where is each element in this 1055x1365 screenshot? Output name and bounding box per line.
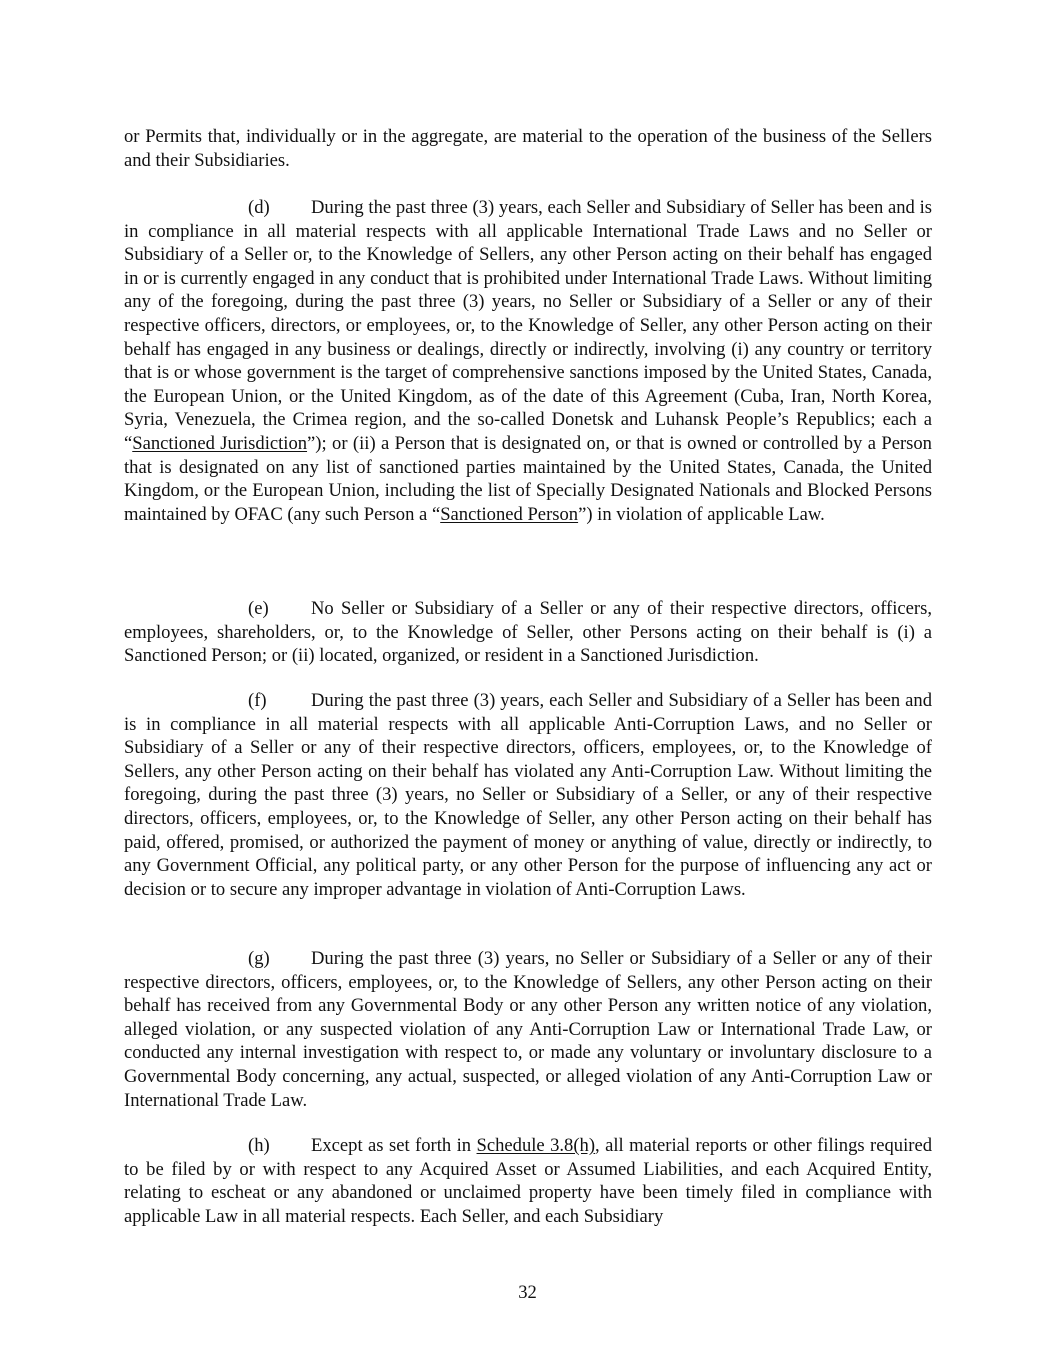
paragraph-h-text: Except as set forth in <box>311 1135 477 1156</box>
paragraph-e-label: (e) <box>248 598 269 619</box>
paragraph-f-label: (f) <box>248 690 267 711</box>
paragraph-f <box>124 689 932 901</box>
defined-term-sanctioned-jurisdiction: Sanctioned Jurisdiction <box>132 432 308 454</box>
paragraph-d <box>124 196 932 526</box>
paragraph-d-text-3: ”) in violation of applicable Law. <box>578 503 825 525</box>
paragraph-h <box>124 1134 932 1228</box>
paragraph-h-label: (h) <box>248 1135 270 1156</box>
continuation-text: or Permits that, individually or in the aggregate, are material to the operation of the business of the Sellers and their Subsidiaries. <box>124 126 932 171</box>
paragraph-g-text: During the past three (3) years, no Seller or Subsidiary of a Seller or any of their respective directors, officers, employees, or, to the Knowledge of Sellers, any other Person acting on their behalf has received from any Governmental Body or any other Person any written notice of any violation, alleged violation, or any suspected violation of any Anti-Corruption Law or International Trade Law, or conducted any internal investigation with respect to, or made any voluntary or involuntary disclosure to a Governmental Body concerning, any actual, suspected, or alleged violation of any Anti-Corruption Law or International Trade Law. <box>124 948 932 1111</box>
paragraph-e <box>124 597 932 668</box>
paragraph-f-text: During the past three (3) years, each Seller and Subsidiary of a Seller has been and is in compliance in all material respects with all applicable Anti-Corruption Laws, and no Seller or Subsidiary of a Seller or any of their respective directors, officers, employees, or, to the Knowledge of Sellers, any other Person acting on their behalf has violated any Anti-Corruption Law. Without limiting the foregoing, during the past three (3) years, no Seller or Subsidiary of a Seller, or any of their respective directors, officers, employees, or, to the Knowledge of Seller, any other Person acting on their behalf has paid, offered, promised, or authorized the payment of money or anything of value, directly or indirectly, to any Government Official, any political party, or any other Person for the purpose of influencing any act or decision or to secure any improper advantage in violation of Anti-Corruption Laws. <box>124 690 932 900</box>
continuation-paragraph <box>124 125 932 172</box>
defined-term-sanctioned-person: Sanctioned Person <box>440 503 579 525</box>
paragraph-g-label: (g) <box>248 948 270 969</box>
paragraph-g <box>124 947 932 1112</box>
page-number: 32 <box>518 1282 537 1303</box>
paragraph-d-text: During the past three (3) years, each Seller and Subsidiary of Seller has been and is in compliance in all material respects with all applicable International Trade Laws and no Seller or Subsidiary of a Seller or, to the Knowledge of Sellers, any other Person acting on their behalf has engaged in or is currently engaged in any conduct that is prohibited under International Trade Laws. Without limiting any of the foregoing, during the past three (3) years, no Seller or Subsidiary of a Seller or any of their respective officers, directors, or employees, or, to the Knowledge of Seller, any other Person acting on their behalf has engaged in any business or dealings, directly or indirectly, involving (i) any country or territory that is or whose government is the target of comprehensive sanctions imposed by the United States, Canada, the European Union, or the United Kingdom, as of the date of this Agreement (Cuba, Iran, North Korea, Syria, Venezuela, the Crimea region, and the so-called Donetsk and Luhansk People’s Republics; each a “ <box>124 197 932 454</box>
schedule-reference: Schedule 3.8(h) <box>476 1135 596 1156</box>
paragraph-e-text: No Seller or Subsidiary of a Seller or any of their respective directors, officers, employees, shareholders, or, to the Knowledge of Seller, other Persons acting on their behalf is (i) a Sanctioned Person; or (ii) located, organized, or resident in a Sanctioned Jurisdiction. <box>124 598 932 667</box>
paragraph-d-text-2: ”); or (ii) a Person that is designated on, or that is owned or controlled by a Person that is designated on any list of sanctioned parties maintained by the United States, Canada, the United Kingdom, or the European Union, including the list of Specially Designated Nationals and Blocked Persons maintained by OFAC (any such Person a “ <box>124 432 932 525</box>
paragraph-d-label: (d) <box>248 197 270 218</box>
paragraph-h-text-2: , all material reports or other filings required to be filed by or with respect to any Acquired Asset or Assumed Liabilities, and each Acquired Entity, relating to escheat or any abandoned or unclaimed property have been timely filed in compliance with applicable Law in all material respects. Each Seller, and each Subsidiary <box>124 1135 932 1227</box>
